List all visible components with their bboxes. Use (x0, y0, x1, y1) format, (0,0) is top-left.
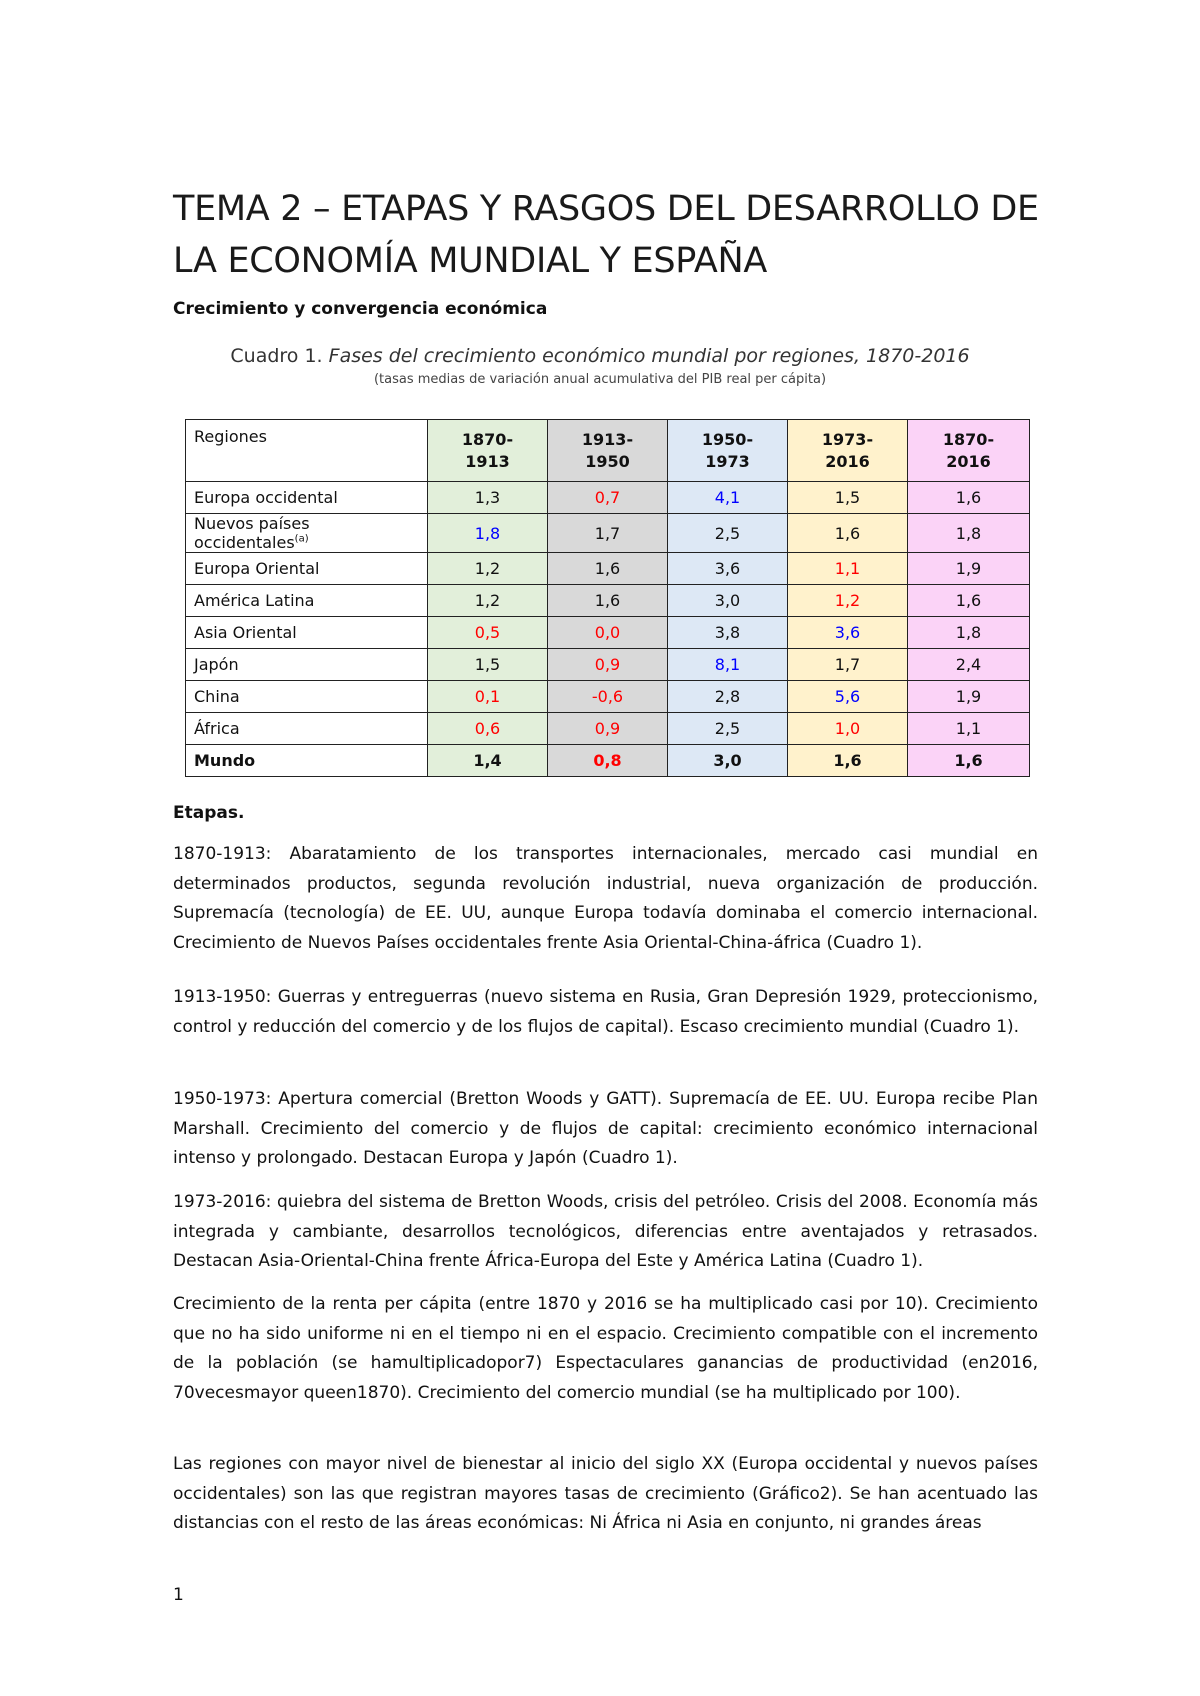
table-cell: 1,6 (548, 585, 668, 617)
table-cell: 3,0 (668, 745, 788, 777)
table-cell: 1,5 (788, 482, 908, 514)
table-cell: 0,1 (428, 681, 548, 713)
growth-table (185, 419, 1030, 777)
table-caption-title: Fases del crecimiento económico mundial por regiones, 1870-2016 (328, 345, 970, 367)
table-cell: 8,1 (668, 649, 788, 681)
table-header-row (186, 420, 1030, 482)
table-row-total (186, 745, 1030, 777)
table-cell: 1,6 (908, 585, 1030, 617)
region-name: Japón (186, 649, 428, 681)
region-name: China (186, 681, 428, 713)
table-cell: 0,5 (428, 617, 548, 649)
table-cell: 0,7 (548, 482, 668, 514)
table-cell: 1,8 (428, 514, 548, 553)
table-cell: 2,8 (668, 681, 788, 713)
table-cell: 1,2 (788, 585, 908, 617)
header-period: 1870- 2016 (908, 420, 1030, 482)
page-title: TEMA 2 – ETAPAS Y RASGOS DEL DESARROLLO DE LA ECONOMÍA MUNDIAL Y ESPAÑA (173, 189, 1039, 281)
header-period: 1950- 1973 (668, 420, 788, 482)
table-cell: 1,6 (788, 745, 908, 777)
table-cell: 1,6 (788, 514, 908, 553)
paragraph: 1950-1973: Apertura comercial (Bretton Woods y GATT). Supremacía de EE. UU. Europa recibe Plan Marshall. Crecimiento del comercio y de flujos de capital: crecimiento económico internacional intenso y prolongado. Destacan Europa y Japón (Cuadro 1). (173, 1089, 1038, 1168)
table-cell: 3,0 (668, 585, 788, 617)
table-cell: 1,9 (908, 681, 1030, 713)
region-name: Europa occidental (186, 482, 428, 514)
table-row (186, 482, 1030, 514)
paragraph: Las regiones con mayor nivel de bienestar al inicio del siglo XX (Europa occidental y nuevos países occidentales) son las que registran mayores tasas de crecimiento (Gráfico2). Se han acentuado las distancias con el resto de las áreas económicas: Ni África ni Asia en conjunto, ni grandes áreas (173, 1454, 1038, 1533)
table-caption-note: (tasas medias de variación anual acumulativa del PIB real per cápita) (373, 372, 827, 387)
header-period: 1870- 1913 (428, 420, 548, 482)
table-cell: 3,6 (668, 553, 788, 585)
table-caption (0, 345, 1200, 367)
table-cell: 1,1 (908, 713, 1030, 745)
page-number: 1 (173, 1585, 184, 1605)
table-cell: 1,7 (548, 514, 668, 553)
header-regions: Regiones (186, 420, 428, 482)
table-cell: 0,8 (548, 745, 668, 777)
table-cell: 1,2 (428, 553, 548, 585)
table-cell: 1,6 (908, 745, 1030, 777)
table-cell: 1,8 (908, 617, 1030, 649)
table-row (186, 681, 1030, 713)
section-subtitle: Crecimiento y convergencia económica (173, 299, 548, 319)
table-cell: 4,1 (668, 482, 788, 514)
region-name: Nuevos países occidentales$^{(a)}$ (186, 514, 428, 553)
table-row (186, 649, 1030, 681)
table-caption-prefix: Cuadro 1. (230, 345, 323, 367)
table-cell: 1,8 (908, 514, 1030, 553)
table-cell: 2,5 (668, 713, 788, 745)
table-cell: 1,6 (548, 553, 668, 585)
etapas-heading: Etapas. (173, 803, 245, 823)
header-period: 1913- 1950 (548, 420, 668, 482)
table-cell: 1,0 (788, 713, 908, 745)
table-cell: 1,1 (788, 553, 908, 585)
paragraph: 1973-2016: quiebra del sistema de Bretton Woods, crisis del petróleo. Crisis del 2008. Economía más integrada y cambiante, desarrollos tecnológicos, diferencias entre aventajados y retrasados. Destacan Asia-Oriental-China frente África-Europa del Este y América Latina (Cuadro 1). (173, 1192, 1038, 1271)
table-cell: 0,9 (548, 649, 668, 681)
paragraph: 1913-1950: Guerras y entreguerras (nuevo sistema en Rusia, Gran Depresión 1929, proteccionismo, control y reducción del comercio y de los flujos de capital). Escaso crecimiento mundial (Cuadro 1). (173, 987, 1038, 1037)
table-cell: 1,9 (908, 553, 1030, 585)
header-period: 1973- 2016 (788, 420, 908, 482)
region-name: Mundo (186, 745, 428, 777)
table-row (186, 514, 1030, 553)
table-row (186, 553, 1030, 585)
table-cell: 2,4 (908, 649, 1030, 681)
table-cell: 0,9 (548, 713, 668, 745)
region-name: América Latina (186, 585, 428, 617)
table-cell: 1,4 (428, 745, 548, 777)
paragraph: Crecimiento de la renta per cápita (entre 1870 y 2016 se ha multiplicado casi por 10). Crecimiento que no ha sido uniforme ni en el tiempo ni en el espacio. Crecimiento compatible con el incremento de la población (se hamultiplicadopor7) Espectaculares ganancias de productividad (en2016, 70vecesmayor queen1870). Crecimiento del comercio mundial (se ha multiplicado por 100). (173, 1294, 1038, 1403)
table-cell: 1,3 (428, 482, 548, 514)
table-cell: 5,6 (788, 681, 908, 713)
table-row (186, 617, 1030, 649)
table-cell: 0,0 (548, 617, 668, 649)
region-name: Europa Oriental (186, 553, 428, 585)
table-cell: 0,6 (428, 713, 548, 745)
table-cell: 1,2 (428, 585, 548, 617)
region-name: África (186, 713, 428, 745)
table-cell: 3,6 (788, 617, 908, 649)
table-cell: 1,6 (908, 482, 1030, 514)
table-cell: -0,6 (548, 681, 668, 713)
table-cell: 3,8 (668, 617, 788, 649)
table-cell: 2,5 (668, 514, 788, 553)
paragraph: 1870-1913: Abaratamiento de los transportes internacionales, mercado casi mundial en determinados productos, segunda revolución industrial, nueva organización de producción. Supremacía (tecnología) de EE. UU, aunque Europa todavía dominaba el comercio internacional. Crecimiento de Nuevos Países occidentales frente Asia Oriental-China-áfrica (Cuadro 1). (173, 844, 1038, 953)
table-row (186, 713, 1030, 745)
table-row (186, 585, 1030, 617)
table-cell: 1,5 (428, 649, 548, 681)
region-name: Asia Oriental (186, 617, 428, 649)
table-cell: 1,7 (788, 649, 908, 681)
